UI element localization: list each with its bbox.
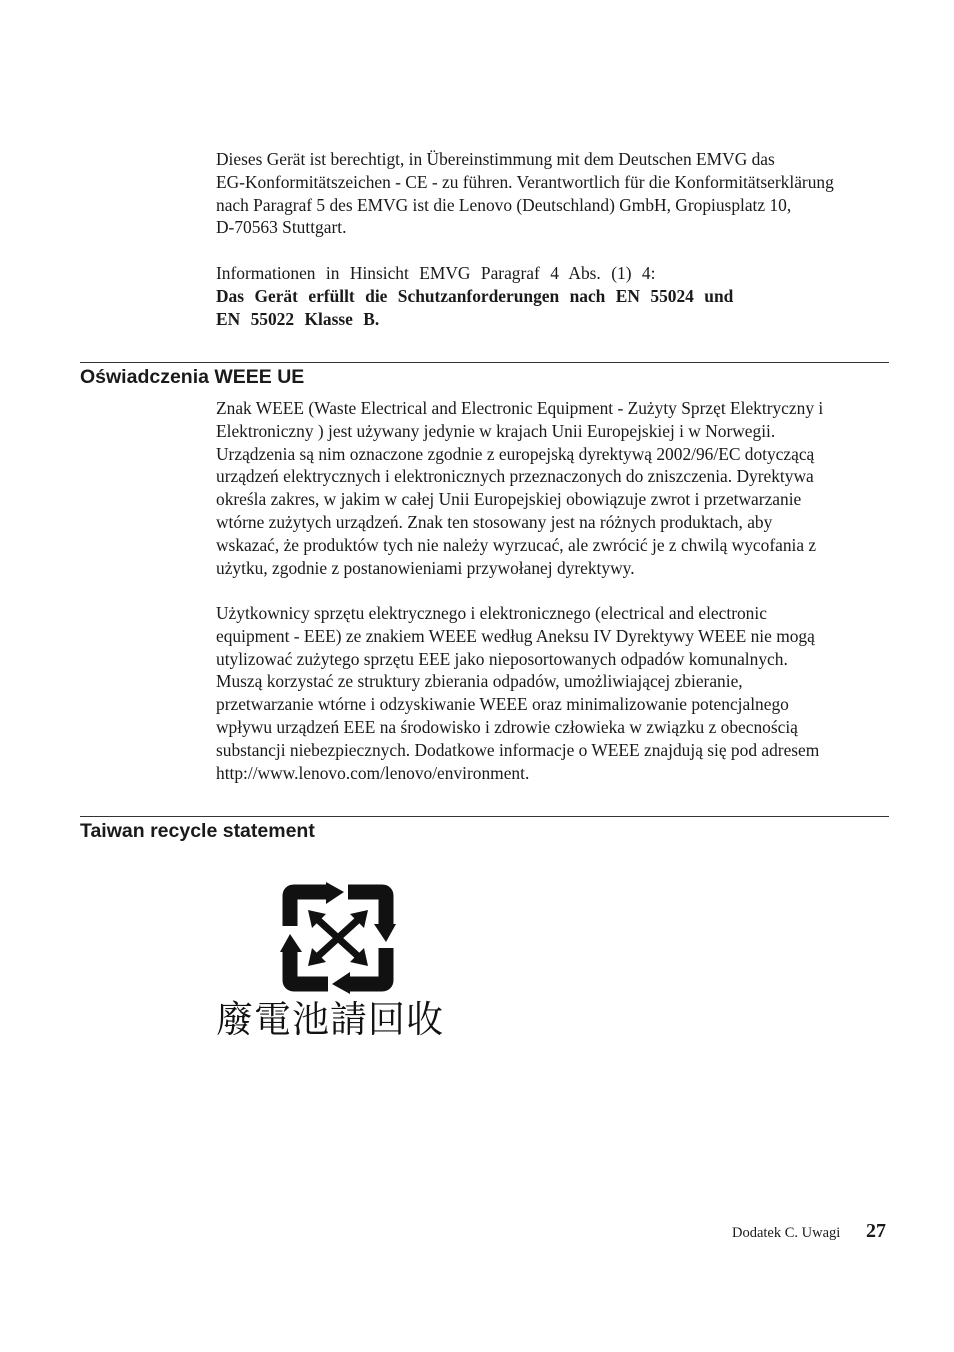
text-line: EG-Konformitätszeichen - CE - zu führen. Verantwortlich für die Konformitätserklärung <box>216 171 834 192</box>
text-line: urządzeń elektrycznych i elektronicznych przeznaczonych do zniszczenia. Dyrektywa <box>216 466 814 487</box>
text-line: wskazać, że produktów tych nie należy wyrzucać, ale zwrócić je z chwilą wycofania z <box>216 534 817 555</box>
text-line: equipment - EEE) ze znakiem WEEE według Aneksu IV Dyrektywy WEEE nie mogą <box>216 625 815 646</box>
bold-line: EN 55022 Klasse B. <box>216 308 380 329</box>
text-line: Muszą korzystać ze struktury zbierania odpadów, umożliwiającej zbieranie, <box>216 671 743 692</box>
text-line: określa zakres, w jakim w całej Unii Europejskiej obowiązuje zwrot i przetwarzanie <box>216 489 802 510</box>
text-line: wpływu urządzeń EEE na środowisko i zdrowie człowieka w związku z obecnością <box>216 716 798 737</box>
weee-paragraph-1 <box>216 397 891 579</box>
text-line: Elektroniczny ) jest używany jedynie w krajach Unii Europejskiej i w Norwegii. <box>216 420 776 441</box>
german-paragraph-2 <box>216 262 891 330</box>
text-line: utylizować zużytego sprzętu EEE jako nieposortowanych odpadów komunalnych. <box>216 648 788 669</box>
info-line: Informationen in Hinsicht EMVG Paragraf 4 Abs. (1) 4: <box>216 263 656 283</box>
section-divider <box>80 362 889 363</box>
german-paragraph-1 <box>216 148 891 239</box>
text-line: Znak WEEE (Waste Electrical and Electronic Equipment - Zużyty Sprzęt Elektryczny i <box>216 398 824 418</box>
text-line: wtórne zużytych urządzeń. Znak ten stosowany jest na różnych produktach, aby <box>216 511 773 532</box>
environment-url: http://www.lenovo.com/lenovo/environment. <box>216 762 530 783</box>
taiwan-recycle-symbol-icon <box>280 882 396 994</box>
weee-paragraph-2 <box>216 602 891 784</box>
page-number: 27 <box>866 1220 886 1242</box>
section-heading-weee: Oświadczenia WEEE UE <box>80 366 305 388</box>
bold-line: Das Gerät erfüllt die Schutzanforderungen nach EN 55024 und <box>216 285 734 306</box>
text-line: użytku, zgodnie z postanowieniami przywołanej dyrektywy. <box>216 557 635 578</box>
text-line: Urządzenia są nim oznaczone zgodnie z europejską dyrektywą 2002/96/EC dotyczącą <box>216 443 815 464</box>
footer-section-label: Dodatek C. Uwagi <box>732 1225 841 1241</box>
taiwan-recycle-logo <box>216 882 460 1044</box>
text-line: substancji niebezpiecznych. Dodatkowe informacje o WEEE znajdują się pod adresem <box>216 739 820 760</box>
recycle-battery-text: 廢電池請回收 <box>216 998 444 1041</box>
section-heading-taiwan: Taiwan recycle statement <box>80 820 315 842</box>
text-line: Dieses Gerät ist berechtigt, in Übereinstimmung mit dem Deutschen EMVG das <box>216 149 775 169</box>
text-line: D-70563 Stuttgart. <box>216 217 347 238</box>
section-divider <box>80 816 889 817</box>
text-line: przetwarzanie wtórne i odzyskiwanie WEEE oraz minimalizowanie potencjalnego <box>216 694 789 715</box>
text-line: nach Paragraf 5 des EMVG ist die Lenovo (Deutschland) GmbH, Gropiusplatz 10, <box>216 194 792 215</box>
text-line: Użytkownicy sprzętu elektrycznego i elektronicznego (electrical and electronic <box>216 603 767 623</box>
